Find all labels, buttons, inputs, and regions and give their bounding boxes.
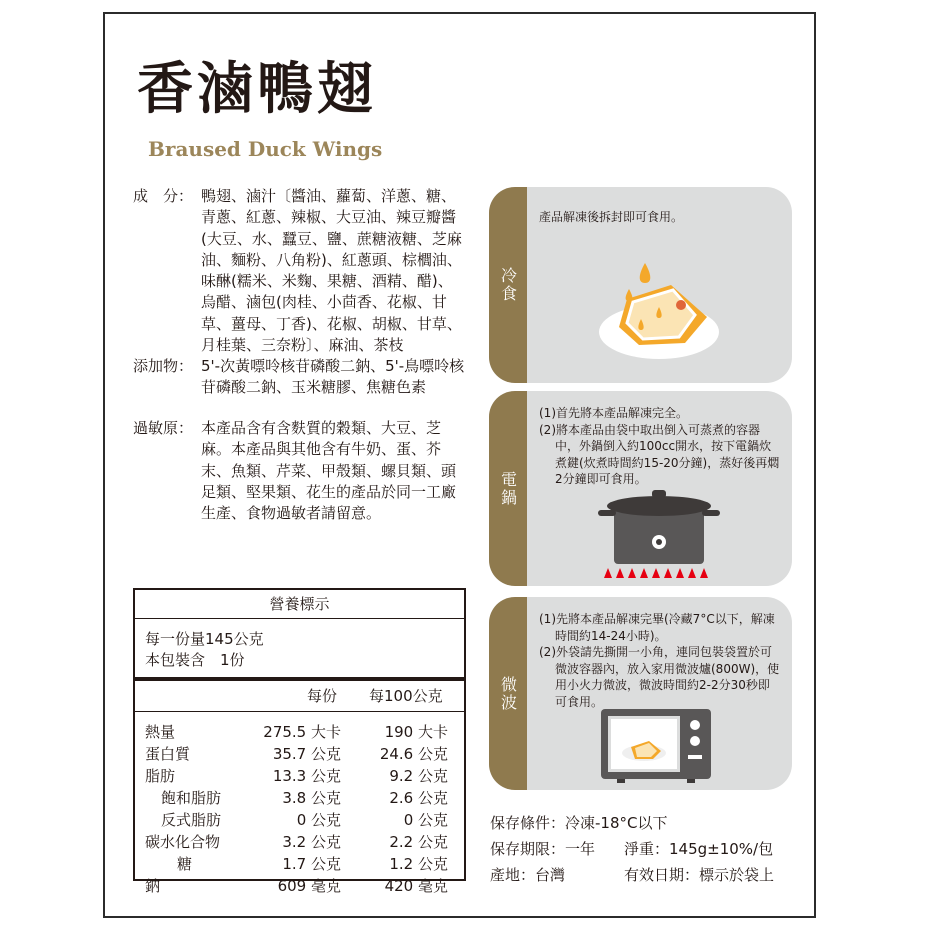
serving-info: [135, 619, 464, 681]
pot-step-1: (1)首先將本產品解凍完全。: [539, 406, 688, 420]
nutrient-name: 鈉: [145, 877, 161, 895]
nutrition-rows: [135, 712, 464, 897]
nutrient-per-serving: 0 公克: [296, 811, 341, 829]
method-microwave-card: [489, 597, 792, 790]
nutrient-name: 反式脂肪: [161, 811, 222, 829]
origin: 產地：台灣: [490, 866, 566, 884]
microwave-illustration: [599, 707, 713, 785]
allergen-label: 過敏原：: [133, 419, 194, 437]
product-title-en: Braused Duck Wings: [148, 137, 383, 161]
serving-size: 每一份量145公克: [145, 630, 264, 648]
nutrition-table: [133, 588, 466, 895]
method-pot-text: [539, 405, 780, 488]
additives-label: 添加物：: [133, 357, 194, 375]
nutrient-per-serving: 275.5 大卡: [263, 723, 341, 741]
nutrition-row: [135, 743, 464, 765]
nutrition-row: [135, 875, 464, 897]
product-title-zh: 香滷鴨翅: [137, 57, 377, 122]
nutrient-per-serving: 13.3 公克: [272, 767, 341, 785]
shelf-life: 保存期限：一年: [490, 840, 596, 858]
nutrition-row: [135, 831, 464, 853]
nutrient-per-100g: 2.6 公克: [389, 789, 448, 807]
nutrition-column-headers: [135, 681, 464, 712]
method-microwave-text: [539, 611, 780, 710]
method-cold-label: 冷食: [489, 187, 527, 383]
nutrition-row: [135, 853, 464, 875]
nutrient-name: 碳水化合物: [145, 833, 221, 851]
method-cold-card: [489, 187, 792, 383]
microwave-step-1: (1)先將本產品解凍完畢(冷藏7°C以下，解凍時間約14-24小時)。: [539, 612, 775, 643]
nutrient-per-100g: 0 公克: [403, 811, 448, 829]
nutrient-per-100g: 24.6 公克: [379, 745, 448, 763]
storage-condition: 保存條件：冷凍-18°C以下: [490, 814, 668, 832]
nutrient-per-100g: 1.2 公克: [389, 855, 448, 873]
ingredients-label: 成 分：: [133, 187, 194, 205]
allergen-text: 本產品含有含麩質的穀類、大豆、芝麻。本產品與其他含有牛奶、蛋、芥末、魚類、芹菜、甲殼類、螺貝類、頭足類、堅果類、花生的產品於同一工廠生產、食物過敏者請留意。: [201, 419, 457, 523]
nutrition-row: [135, 809, 464, 831]
nutrient-per-serving: 609 毫克: [277, 877, 341, 895]
nutrient-per-serving: 35.7 公克: [272, 745, 341, 763]
nutrient-name: 飽和脂肪: [161, 789, 222, 807]
nutrient-name: 脂肪: [145, 767, 176, 785]
method-cold-text: 產品解凍後拆封即可食用。: [539, 210, 684, 224]
nutrient-name: 熱量: [145, 723, 176, 741]
nutrition-row: [135, 765, 464, 787]
nutrient-per-100g: 420 毫克: [384, 877, 448, 895]
nutrient-per-serving: 3.8 公克: [282, 789, 341, 807]
nutrient-per-serving: 3.2 公克: [282, 833, 341, 851]
servings-per-package: 本包裝含 1份: [145, 651, 245, 669]
cold-plate-illustration: [589, 257, 729, 367]
nutrient-per-100g: 190 大卡: [384, 723, 448, 741]
nutrient-name: 糖: [177, 855, 193, 873]
nutrient-name: 蛋白質: [145, 745, 191, 763]
col-per-serving: 每份: [307, 687, 338, 705]
nutrient-per-100g: 9.2 公克: [389, 767, 448, 785]
microwave-step-2: (2)外袋請先撕開一小角，連同包裝袋置於可微波容器內，放入家用微波爐(800W)，使用小火力微波，微波時間約2-2分30秒即可食用。: [539, 645, 780, 709]
rice-cooker-illustration: [594, 486, 724, 581]
pot-step-2: (2)將本產品由袋中取出倒入可蒸煮的容器中，外鍋倒入約100cc開水，按下電鍋炊煮鍵(炊煮時間約15-20分鐘)，蒸好後再燜2分鐘即可食用。: [539, 422, 780, 486]
nutrient-per-serving: 1.7 公克: [282, 855, 341, 873]
nutrition-row: [135, 721, 464, 743]
net-weight: 淨重：145g±10%/包: [624, 840, 774, 858]
col-per-100g: 每100公克: [369, 687, 443, 705]
method-pot-card: [489, 391, 792, 586]
nutrition-heading: 營養標示: [135, 590, 464, 619]
additives-text: 5'-次黃嘌呤核苷磷酸二鈉、5'-鳥嘌呤核苷磷酸二鈉、玉米糖膠、焦糖色素: [201, 357, 465, 397]
method-pot-label: 電鍋: [489, 391, 527, 586]
method-microwave-label: 微波: [489, 597, 527, 790]
expiry-date: 有效日期：標示於袋上: [624, 866, 775, 884]
ingredients-text: 鴨翅、滷汁〔醬油、蘿蔔、洋蔥、糖、青蔥、紅蔥、辣椒、大豆油、辣豆瓣醬(大豆、水、蠶豆、鹽、蔗糖液糖、芝麻油、麵粉、八角粉)、紅蔥頭、棕櫚油、味醂(糯米、米麴、果糖、酒精、醋)、烏醋、滷包(肉桂、小茴香、花椒、甘草、薑母、丁香)、花椒、胡椒、甘草、月桂葉、三奈粉〕、麻油、茶枝: [201, 187, 462, 355]
nutrition-row: [135, 787, 464, 809]
nutrient-per-100g: 2.2 公克: [389, 833, 448, 851]
